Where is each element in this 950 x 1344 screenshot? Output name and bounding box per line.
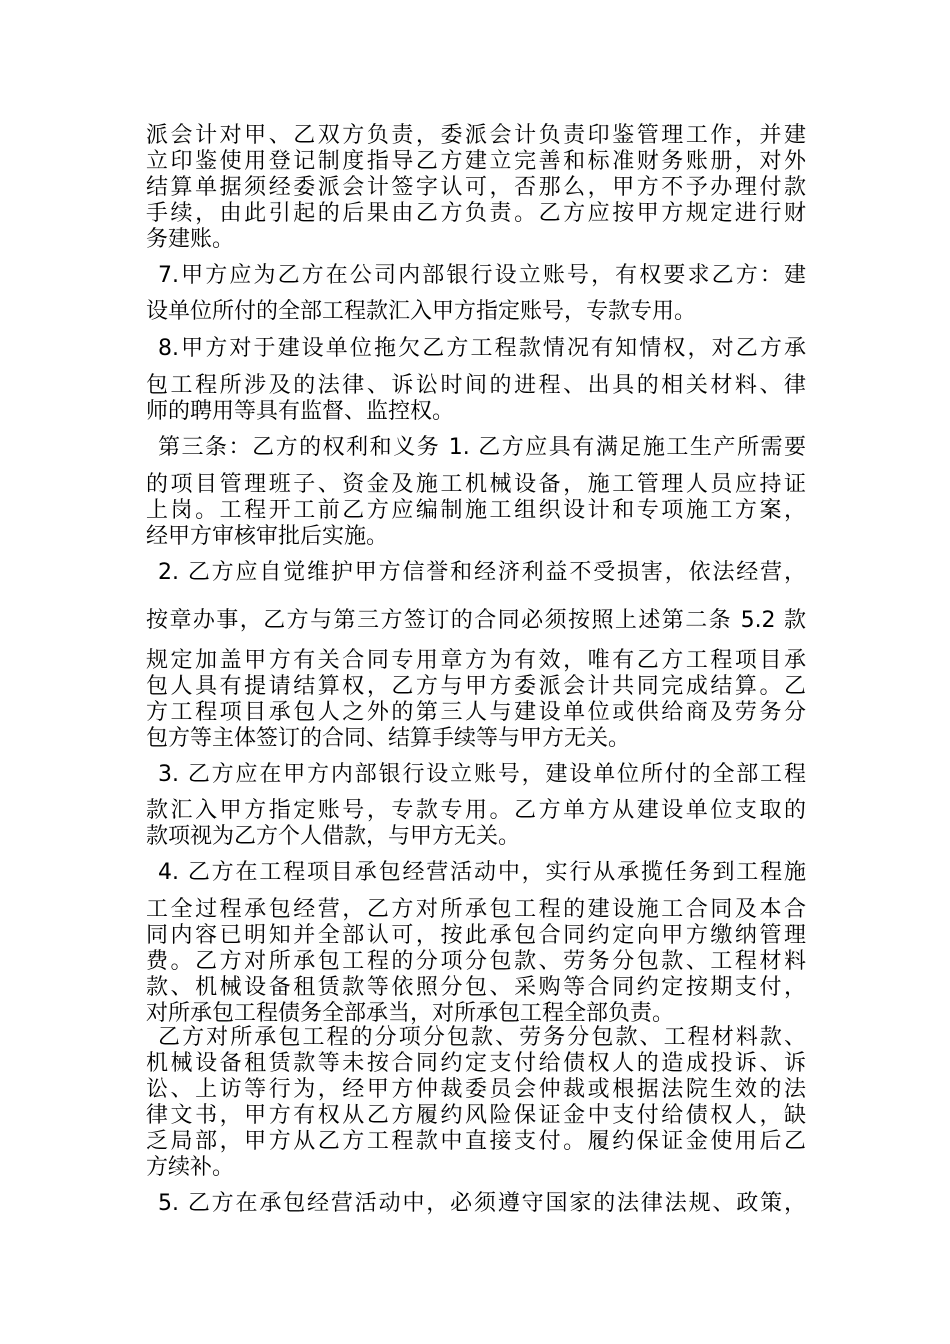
text-line: 结算单据须经委派会计签字认可，否那么，甲方不予办理付款 bbox=[146, 175, 806, 200]
text-line: 律文书，甲方有权从乙方履约风险保证金中支付给债权人，缺 bbox=[146, 1103, 806, 1128]
text-line: 第三条：乙方的权利和义务 1. 乙方应具有满足施工生产所需要 bbox=[158, 435, 806, 460]
text-line: 方工程项目承包人之外的第三人与建设单位或供给商及劳务分 bbox=[146, 700, 806, 725]
text-line: 7.甲方应为乙方在公司内部银行设立账号，有权要求乙方：建 bbox=[158, 263, 806, 288]
text-line: 4. 乙方在工程项目承包经营活动中，实行从承揽任务到工程施 bbox=[158, 860, 806, 885]
text-line: 设单位所付的全部工程款汇入甲方指定账号，专款专用。 bbox=[146, 299, 697, 324]
text-line: 费。乙方对所承包工程的分项分包款、劳务分包款、工程材料 bbox=[146, 949, 806, 974]
text-line: 包人具有提请结算权，乙方与甲方委派会计共同完成结算。乙 bbox=[146, 674, 806, 699]
text-line: 款项视为乙方个人借款，与甲方无关。 bbox=[146, 824, 521, 849]
text-line: 务建账。 bbox=[146, 227, 235, 252]
text-line: 经甲方审核审批后实施。 bbox=[146, 524, 389, 549]
text-line: 5. 乙方在承包经营活动中，必须遵守国家的法律法规、政策， bbox=[158, 1191, 806, 1216]
text-line: 款汇入甲方指定账号，专款专用。乙方单方从建设单位支取的 bbox=[146, 798, 806, 823]
text-line: 派会计对甲、乙双方负责，委派会计负责印鉴管理工作，并建 bbox=[146, 123, 806, 148]
text-line: 机械设备租赁款等未按合同约定支付给债权人的造成投诉、诉 bbox=[146, 1051, 806, 1076]
text-line: 乙方对所承包工程的分项分包款、劳务分包款、工程材料款、 bbox=[158, 1025, 806, 1050]
text-line: 的项目管理班子、资金及施工机械设备，施工管理人员应持证 bbox=[146, 472, 806, 497]
text-line: 立印鉴使用登记制度指导乙方建立完善和标准财务账册，对外 bbox=[146, 149, 806, 174]
text-line: 款、机械设备租赁款等依照分包、采购等合同约定按期支付， bbox=[146, 975, 806, 1000]
text-line: 规定加盖甲方有关合同专用章方为有效，唯有乙方工程项目承 bbox=[146, 648, 806, 673]
text-line: 3. 乙方应在甲方内部银行设立账号，建设单位所付的全部工程 bbox=[158, 762, 806, 787]
text-line: 同内容已明知并全部认可，按此承包合同约定向甲方缴纳管理 bbox=[146, 923, 806, 948]
text-line: 8.甲方对于建设单位拖欠乙方工程款情况有知情权，对乙方承 bbox=[158, 336, 806, 361]
text-line: 2. 乙方应自觉维护甲方信誉和经济利益不受损害，依法经营， bbox=[158, 560, 806, 585]
text-line: 按章办事，乙方与第三方签订的合同必须按照上述第二条 5.2 款 bbox=[146, 608, 806, 633]
text-line: 工全过程承包经营，乙方对所承包工程的建设施工合同及本合 bbox=[146, 897, 806, 922]
text-line: 包方等主体签订的合同、结算手续等与甲方无关。 bbox=[146, 726, 631, 751]
text-line: 对所承包工程债务全部承当，对所承包工程全部负责。 bbox=[146, 1001, 675, 1026]
text-line: 包工程所涉及的法律、诉讼时间的进程、出具的相关材料、律 bbox=[146, 373, 806, 398]
text-line: 乏局部，甲方从乙方工程款中直接支付。履约保证金使用后乙 bbox=[146, 1129, 806, 1154]
text-line: 上岗。工程开工前乙方应编制施工组织设计和专项施工方案， bbox=[146, 498, 806, 523]
text-line: 讼、上访等行为，经甲方仲裁委员会仲裁或根据法院生效的法 bbox=[146, 1077, 806, 1102]
text-line: 师的聘用等具有监督、监控权。 bbox=[146, 399, 455, 424]
text-line: 方续补。 bbox=[146, 1155, 235, 1180]
text-line: 手续，由此引起的后果由乙方负责。乙方应按甲方规定进行财 bbox=[146, 201, 806, 226]
